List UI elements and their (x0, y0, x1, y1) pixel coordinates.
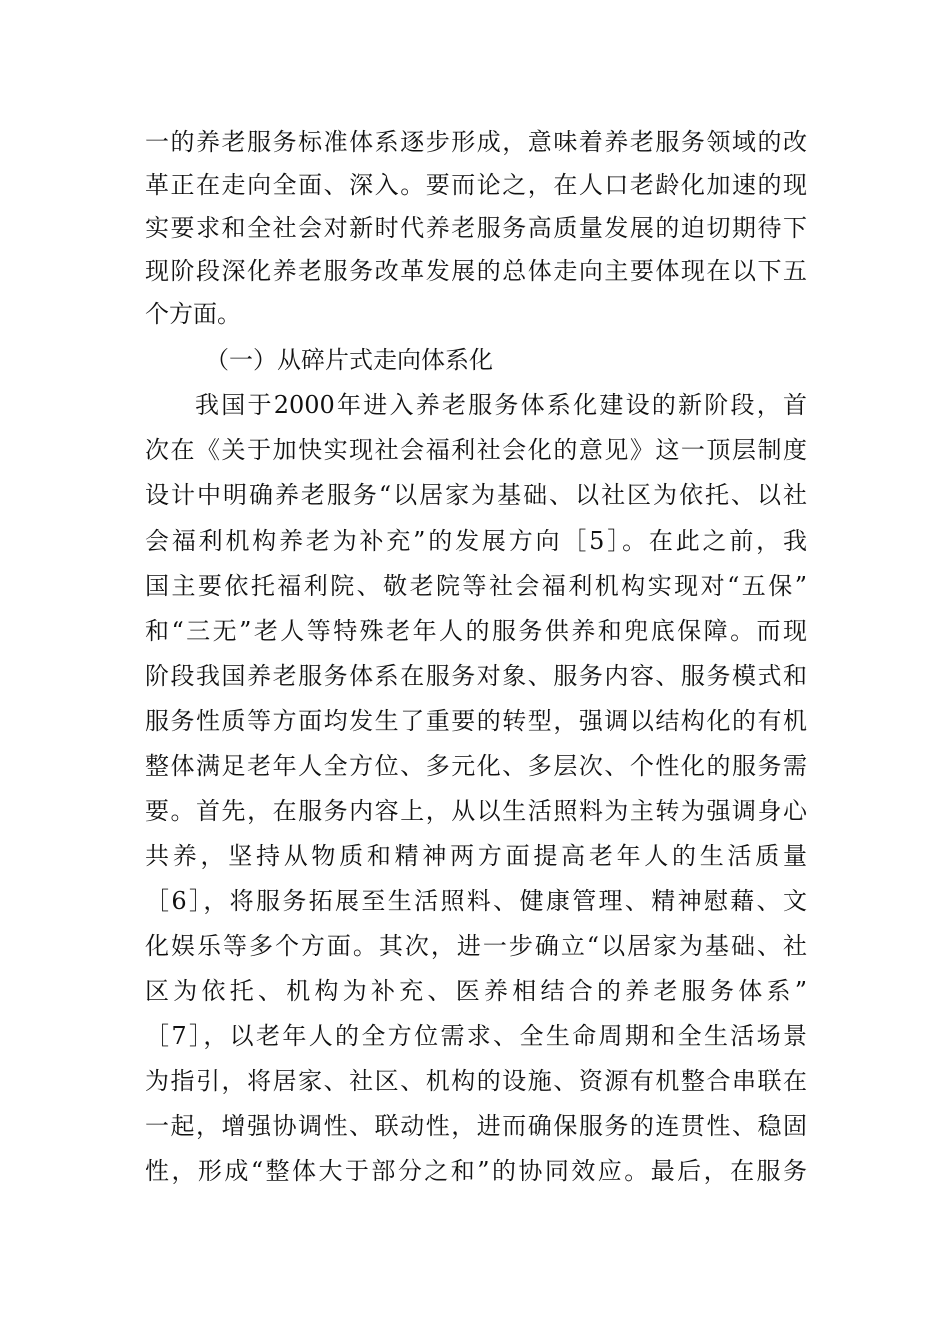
text-line: 和“三无”老人等特殊老年人的服务供养和兜底保障。而现 (145, 617, 807, 645)
text-line: 整体满足老年人全方位、多元化、多层次、个性化的服务需 (145, 752, 807, 780)
text-line: ［7］，以老年人的全方位需求、全生命周期和全生活场景 (145, 1022, 807, 1050)
text-line: 服务性质等方面均发生了重要的转型，强调以结构化的有机 (145, 707, 807, 735)
text-line: ［6］，将服务拓展至生活照料、健康管理、精神慰藉、文 (145, 887, 807, 915)
text-line: 会福利机构养老为补充”的发展方向［5］。在此之前，我 (145, 527, 807, 555)
text-line: 设计中明确养老服务“以居家为基础、以社区为依托、以社 (145, 481, 807, 509)
text-line: 次在《关于加快实现社会福利社会化的意见》这一顶层制度 (145, 436, 807, 464)
text-line: 性，形成“整体大于部分之和”的协同效应。最后，在服务 (145, 1157, 807, 1185)
text-line: 化娱乐等多个方面。其次，进一步确立“以居家为基础、社 (145, 932, 807, 960)
text-line: 要。首先，在服务内容上，从以生活照料为主转为强调身心 (145, 797, 807, 825)
section-heading: （一）从碎片式走向体系化 (205, 346, 493, 374)
text-line: 区为依托、机构为补充、医养相结合的养老服务体系” (145, 977, 807, 1005)
text-line: 实要求和全社会对新时代养老服务高质量发展的迫切期待下 (145, 214, 807, 242)
text-line: 共养，坚持从物质和精神两方面提高老年人的生活质量 (145, 842, 807, 870)
text-line: 阶段我国养老服务体系在服务对象、服务内容、服务模式和 (145, 662, 807, 690)
text-line: 为指引，将居家、社区、机构的设施、资源有机整合串联在 (145, 1067, 807, 1095)
text-line: 我国于2000年进入养老服务体系化建设的新阶段，首 (195, 391, 807, 419)
text-line: 个方面。 (145, 300, 241, 328)
text-line: 现阶段深化养老服务改革发展的总体走向主要体现在以下五 (145, 257, 807, 285)
text-line: 国主要依托福利院、敬老院等社会福利机构实现对“五保” (145, 572, 807, 600)
text-line: 一的养老服务标准体系逐步形成，意味着养老服务领域的改 (145, 128, 807, 156)
text-line: 一起，增强协调性、联动性，进而确保服务的连贯性、稳固 (145, 1112, 807, 1140)
text-line: 革正在走向全面、深入。要而论之，在人口老龄化加速的现 (145, 171, 807, 199)
